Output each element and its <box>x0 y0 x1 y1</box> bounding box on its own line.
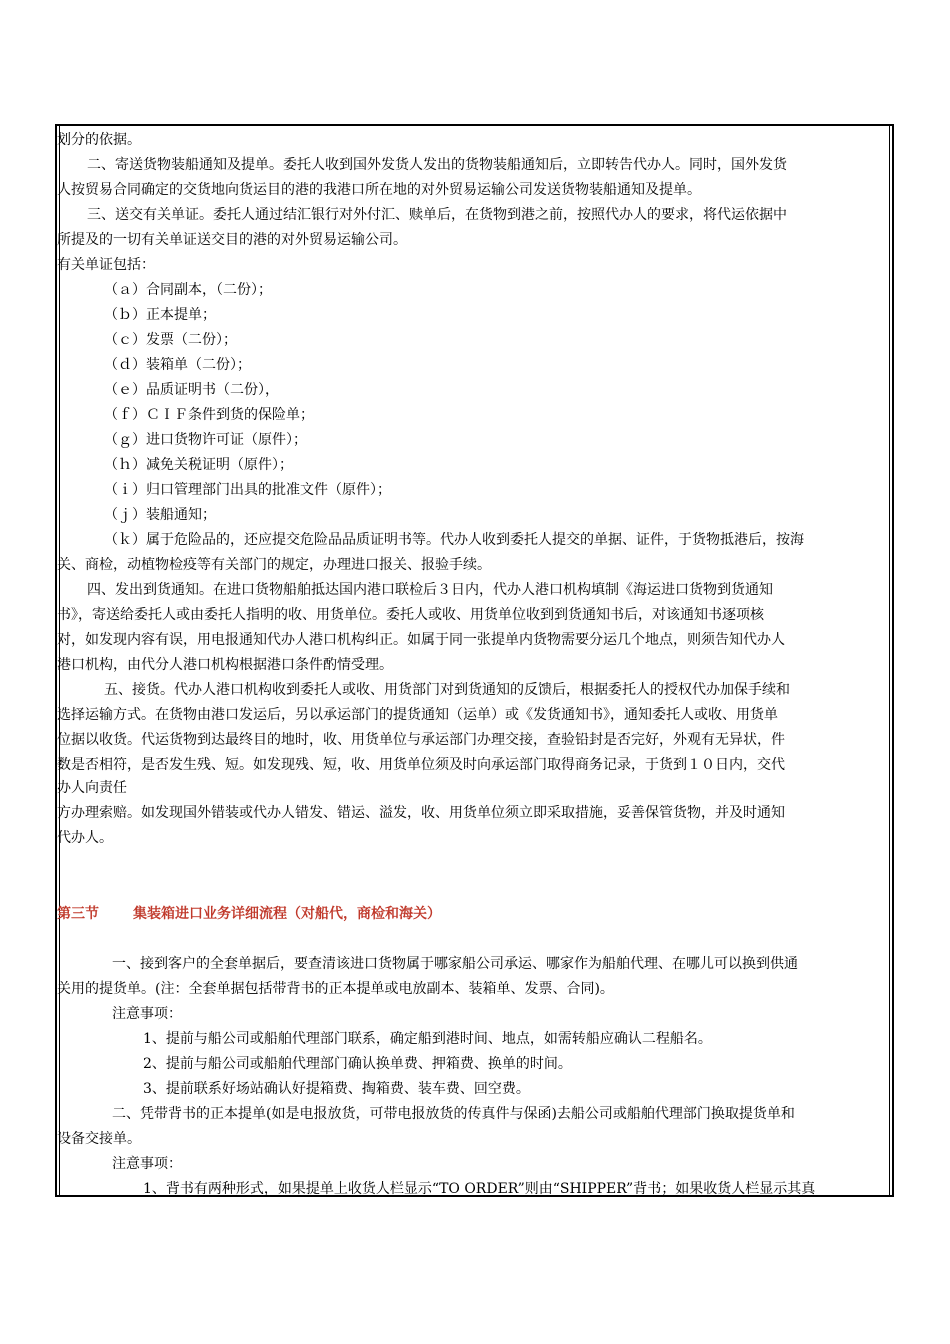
section-number: 第三节 <box>57 906 99 922</box>
list-item: （ｂ）正本提单； <box>104 307 216 323</box>
text-line: 代办人。 <box>57 830 113 846</box>
list-item: （ｆ）ＣＩＦ条件到货的保险单； <box>104 407 314 423</box>
text-line: 办人向责任 <box>57 780 127 796</box>
text-line: 书》，寄送给委托人或由委托人指明的收、用货单位。委托人或收、用货单位收到到货通知书后，对该通知书逐项核 <box>57 607 764 623</box>
list-item: 1、提前与船公司或船舶代理部门联系，确定船到港时间、地点，如需转船应确认二程船名。 <box>143 1031 712 1047</box>
list-item: （ｈ）减免关税证明（原件）； <box>104 457 293 473</box>
text-line: 四、发出到货通知。在进口货物船舶抵达国内港口联检后３日内，代办人港口机构填制《海运进口货物到货通知 <box>87 582 773 598</box>
list-item: （ｅ）品质证明书（二份）， <box>104 382 279 398</box>
list-item: 2、提前与船公司或船舶代理部门确认换单费、押箱费、换单的时间。 <box>143 1056 572 1072</box>
text-line: 设备交接单。 <box>57 1131 141 1147</box>
text-line: 二、寄送货物装船通知及提单。委托人收到国外发货人发出的货物装船通知后，立即转告代办人。同时，国外发货 <box>87 157 787 173</box>
text-line: 注意事项： <box>112 1006 182 1022</box>
text-line: 注意事项： <box>112 1156 182 1172</box>
text-line: 关、商检，动植物检疫等有关部门的规定，办理进口报关、报验手续。 <box>57 557 491 573</box>
text-line: 五、接货。代办人港口机构收到委托人或收、用货部门对到货通知的反馈后，根据委托人的授权代办加保手续和 <box>104 682 790 698</box>
text-line: 位据以收货。代运货物到达最终目的地时，收、用货单位与承运部门办理交接，查验铅封是否完好，外观有无异状，件 <box>57 732 785 748</box>
list-item: 3、提前联系好场站确认好提箱费、掏箱费、装车费、回空费。 <box>143 1081 530 1097</box>
text-line: 二、凭带背书的正本提单(如是电报放货，可带电报放货的传真件与保函)去船公司或船舶代理部门换取提货单和 <box>112 1106 795 1122</box>
list-item: （ｊ）装船通知； <box>104 507 216 523</box>
text-line: 方办理索赔。如发现国外错装或代办人错发、错运、溢发，收、用货单位须立即采取措施，妥善保管货物，并及时通知 <box>57 805 785 821</box>
text-line: 有关单证包括： <box>57 257 155 273</box>
text-line: 数是否相符，是否发生残、短。如发现残、短，收、用货单位须及时向承运部门取得商务记录，于货到１０日内，交代 <box>57 757 785 773</box>
text-line: 人按贸易合同确定的交货地向货运目的港的我港口所在地的对外贸易运输公司发送货物装船通知及提单。 <box>57 182 701 198</box>
section-title: 集装箱进口业务详细流程（对船代，商检和海关） <box>133 906 441 922</box>
list-item: （ｋ）属于危险品的，还应提交危险品品质证明书等。代办人收到委托人提交的单据、证件，于货物抵港后，按海 <box>104 532 804 548</box>
list-item: （ｄ）装箱单（二份）； <box>104 357 251 373</box>
list-item: 1、背书有两种形式，如果提单上收货人栏显示“TO ORDER”则由“SHIPPER”背书；如果收货人栏显示其真 <box>143 1181 816 1197</box>
list-item: （ｃ）发票（二份）； <box>104 332 237 348</box>
text-line: 一、接到客户的全套单据后，要查清该进口货物属于哪家船公司承运、哪家作为船舶代理、在哪儿可以换到供通 <box>112 956 798 972</box>
text-line: 选择运输方式。在货物由港口发运后，另以承运部门的提货通知（运单）或《发货通知书》，通知委托人或收、用货单 <box>57 707 778 723</box>
text-line: 三、送交有关单证。委托人通过结汇银行对外付汇、赎单后，在货物到港之前，按照代办人的要求，将代运依据中 <box>87 207 787 223</box>
text-line: 划分的依据。 <box>57 132 141 148</box>
list-item: （ａ）合同副本，（二份）； <box>104 282 272 298</box>
list-item: （ｉ）归口管理部门出具的批准文件（原件）； <box>104 482 391 498</box>
section-heading <box>57 905 441 923</box>
list-item: （ｇ）进口货物许可证（原件）； <box>104 432 307 448</box>
text-line: 对，如发现内容有误，用电报通知代办人港口机构纠正。如属于同一张提单内货物需要分运几个地点，则须告知代办人 <box>57 632 785 648</box>
text-line: 关用的提货单。(注：全套单据包括带背书的正本提单或电放副本、装箱单、发票、合同)。 <box>57 981 614 997</box>
text-line: 港口机构，由代分人港口机构根据港口条件酌情受理。 <box>57 657 393 673</box>
text-line: 所提及的一切有关单证送交目的港的对外贸易运输公司。 <box>57 232 407 248</box>
